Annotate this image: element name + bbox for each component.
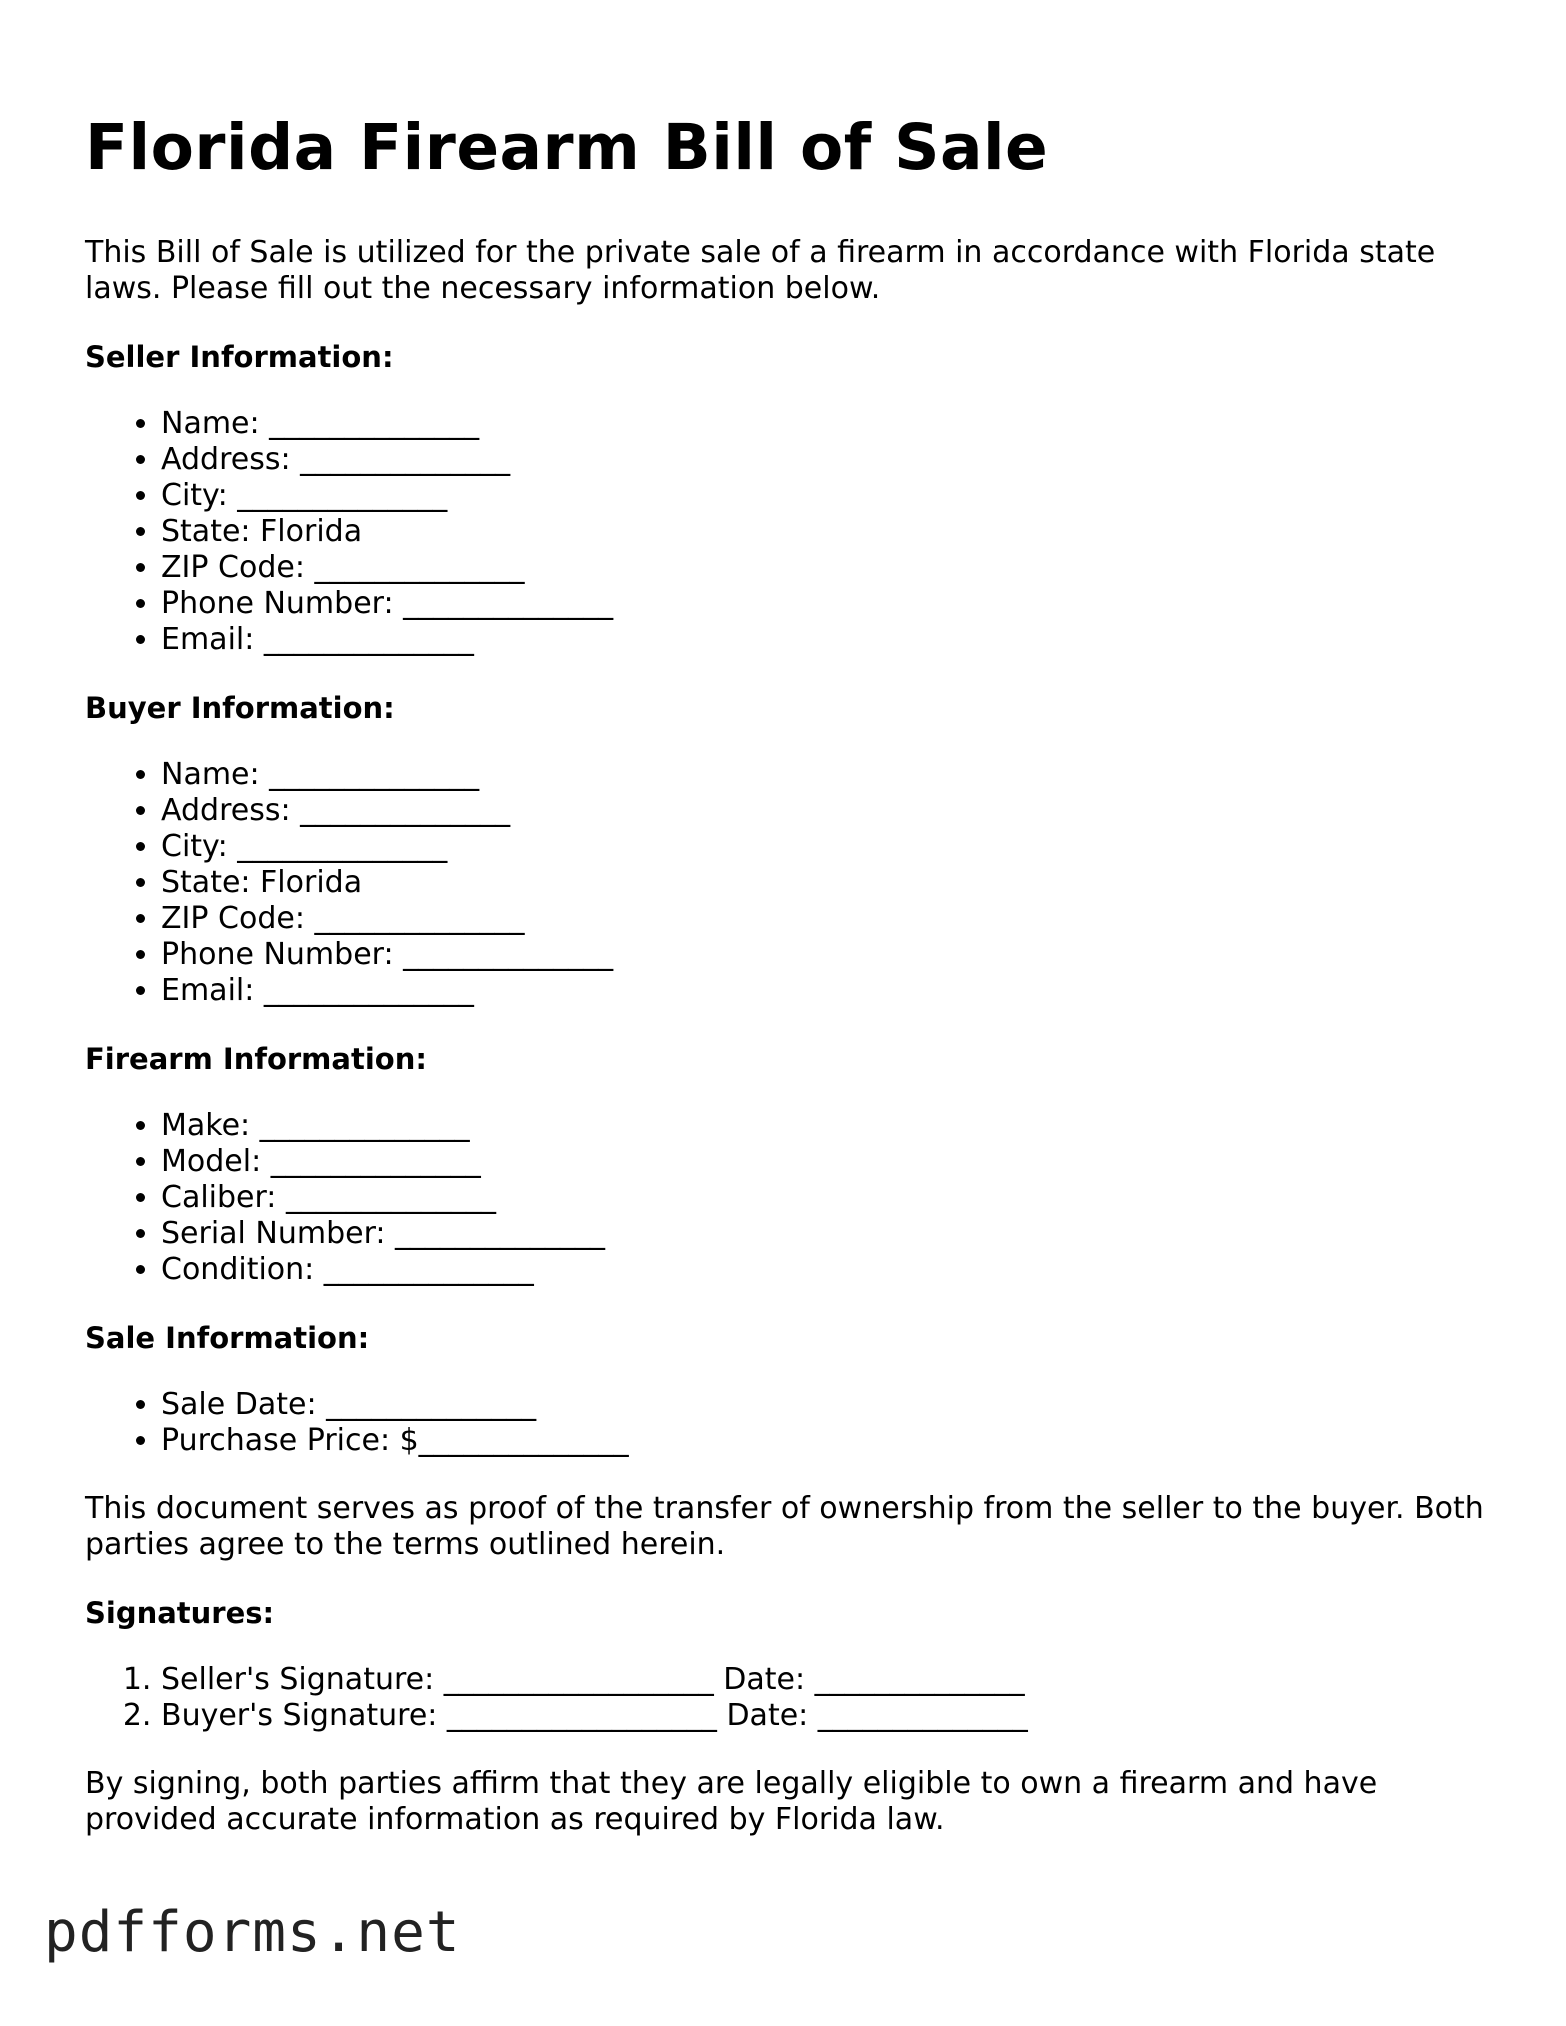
buyer-list (85, 757, 1485, 1009)
sale-heading: Sale Information: (85, 1321, 370, 1355)
seller-name-field: • Name: ______________ (161, 406, 1485, 442)
firearm-serial-field: • Serial Number: ______________ (161, 1216, 1485, 1252)
buyer-email-field: • Email: ______________ (161, 973, 1485, 1009)
buyer-city-field: • City: ______________ (161, 829, 1485, 865)
buyer-state-field: • State: Florida (161, 865, 1485, 901)
page-title: Florida Firearm Bill of Sale (85, 111, 1049, 184)
firearm-caliber-field: • Caliber: ______________ (161, 1180, 1485, 1216)
seller-zip-field: • ZIP Code: ______________ (161, 550, 1485, 586)
buyer-signature-line: 2. Buyer's Signature: __________________ Date: ______________ (161, 1698, 1485, 1734)
firearm-heading: Firearm Information: (85, 1042, 427, 1076)
affirmation-paragraph: By signing, both parties affirm that they are legally eligible to own a firearm and have provided accurate information as required by Florida law. (85, 1766, 1378, 1837)
seller-address-field: • Address: ______________ (161, 442, 1485, 478)
buyer-phone-field: • Phone Number: ______________ (161, 937, 1485, 973)
seller-email-field: • Email: ______________ (161, 622, 1485, 658)
firearm-condition-field: • Condition: ______________ (161, 1252, 1485, 1288)
signatures-heading: Signatures: (85, 1596, 275, 1630)
seller-state-field: • State: Florida (161, 514, 1485, 550)
seller-city-field: • City: ______________ (161, 478, 1485, 514)
buyer-zip-field: • ZIP Code: ______________ (161, 901, 1485, 937)
seller-phone-field: • Phone Number: ______________ (161, 586, 1485, 622)
transfer-statement: This document serves as proof of the transfer of ownership from the seller to the buyer. Both parties agree to the terms outlined herein. (85, 1491, 1484, 1562)
seller-list (85, 406, 1485, 658)
document-page (85, 105, 1485, 1838)
firearm-model-field: • Model: ______________ (161, 1144, 1485, 1180)
pdfforms-watermark: pdfforms.net (44, 1900, 461, 1965)
firearm-list (85, 1108, 1485, 1288)
buyer-address-field: • Address: ______________ (161, 793, 1485, 829)
firearm-make-field: • Make: ______________ (161, 1108, 1485, 1144)
seller-signature-line: 1. Seller's Signature: __________________ Date: ______________ (161, 1662, 1485, 1698)
sale-list (85, 1387, 1485, 1459)
intro-paragraph: This Bill of Sale is utilized for the private sale of a firearm in accordance with Florida state laws. Please fill out the necessary information below. (85, 235, 1436, 306)
signatures-list (85, 1662, 1485, 1734)
seller-heading: Seller Information: (85, 340, 394, 374)
sale-date-field: • Sale Date: ______________ (161, 1387, 1485, 1423)
purchase-price-field: • Purchase Price: $______________ (161, 1423, 1485, 1459)
buyer-heading: Buyer Information: (85, 691, 395, 725)
buyer-name-field: • Name: ______________ (161, 757, 1485, 793)
